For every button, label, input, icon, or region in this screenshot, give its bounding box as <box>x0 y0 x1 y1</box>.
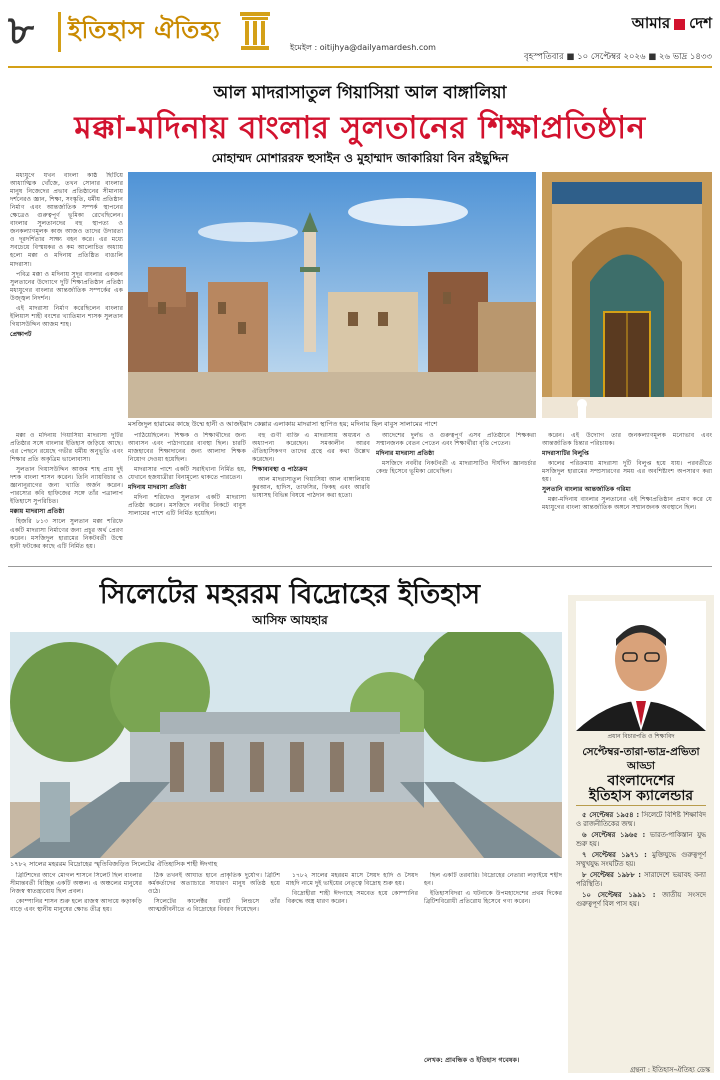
calendar-entry <box>576 831 706 849</box>
page-number: ৮ <box>8 7 34 54</box>
paragraph: আল মাদরাসাতুল গিয়াসিয়া আল বাঙ্গালিয়ায় কুরআন, হাদিস, তাফসির, ফিকহ এবং আরবি ভাষাসহ বিভিন্ন বিষয়ে পাঠদান করা হতো। <box>252 476 370 500</box>
paragraph: ছিল একটি তরবারি। বিদ্রোহের নেতারা লড়াইয়ে শহীদ হন। <box>424 872 562 888</box>
paragraph: বিদ্রোহীরা শাহী ঈদগাহে সমবেত হয়ে কোম্পানির বিরুদ্ধে অস্ত্র ধারণ করেন। <box>286 890 418 906</box>
paragraph: ব্রিটিশদের আগে মোগল শাসনে সিলেট ছিল বাংলার সীমান্তবর্তী বিচ্ছিন্ন একটি অঞ্চল। এ অঞ্চলের মানুষের নিজস্ব স্বাতন্ত্র্যবোধ ছিল প্রবল। <box>10 872 142 896</box>
article2-column-3 <box>286 872 418 1064</box>
calendar-entries <box>576 811 706 1061</box>
paragraph: কালের পরিক্রমায় মাদরাসা দুটি বিলুপ্ত হয়ে যায়। পরবর্তীতে মসজিদুল হারামের সম্প্রসারণের সময় এর অবশিষ্টাংশ অপসারণ করা হয়। <box>542 460 712 484</box>
calendar-entry <box>576 891 706 909</box>
calendar-rule <box>576 805 706 806</box>
portrait-illustration <box>576 601 706 731</box>
page-header <box>8 6 712 70</box>
calendar-title <box>568 745 714 803</box>
paragraph: সিলেটের কালেক্টর রবার্ট লিন্ডসে তাঁর আত্মজীবনীতে এ বিদ্রোহের বিবরণ দিয়েছেন। <box>148 898 280 914</box>
article1-column-1b <box>10 432 123 562</box>
subheading: প্রেক্ষাপট <box>10 330 32 338</box>
article2-headline: সিলেটের মহররম বিদ্রোহের ইতিহাস <box>99 579 481 610</box>
article1-kicker: আল মাদরাসাতুল গিয়াসিয়া আল বাঙ্গালিয়া <box>213 83 507 103</box>
article1-column-5 <box>542 432 712 562</box>
header-divider <box>58 12 61 52</box>
article2-footnote: লেখক: প্রাবন্ধিক ও ইতিহাস গবেষক। <box>424 1056 520 1064</box>
calendar-entry-date: ৬ সেপ্টেম্বর ১৯৬৫ : <box>582 831 646 839</box>
brand-left: আমার <box>631 14 671 32</box>
article1-column-4 <box>376 432 536 562</box>
paragraph: পবিত্র মক্কা ও মদিনায় সুদূর বাংলার একজন সুলতানের উদ্যোগে দুটি শিক্ষাপ্রতিষ্ঠান প্রতিষ্ঠা মধ্যযুগের বাংলার আন্তর্জাতিক সম্পর্কের এক উজ্জ্বল নিদর্শন। <box>10 270 123 302</box>
calendar-entry <box>576 851 706 869</box>
paragraph: কোম্পানির শাসন শুরু হলে রাজস্ব আদায়ে কড়াকড়ি বাড়ে এবং স্থানীয় মানুষের ক্ষোভ তীব্র হয়। <box>10 898 142 914</box>
paragraph: ঠিক তখনই আঘাত হানে প্রাকৃতিক দুর্যোগ। ব্রিটিশ কর্মকর্তাদের অত্যাচারে সাধারণ মানুষ অতিষ্ঠ হয়ে ওঠে। <box>148 872 280 896</box>
paragraph: মাদরাসার পাশে একটি সরাইখানা নির্মিত হয়, যেখানে হজযাত্রীরা বিনামূল্যে থাকতে পারতেন। <box>128 466 246 482</box>
subheading: মক্কায় মাদরাসা প্রতিষ্ঠা <box>10 508 65 516</box>
calendar-entry <box>576 871 706 889</box>
paragraph: এই মাদরাসা নির্মাণ করেছিলেন বাংলার ইলিয়াস শাহী বংশের খ্যাতিমান শাসক সুলতান গিয়াসউদ্দিন আজম শাহ। <box>10 304 123 328</box>
calendar-title-line3: ইতিহাস ক্যালেন্ডার <box>588 788 694 804</box>
mecca-photo <box>128 172 536 418</box>
paragraph: সুলতান গিয়াসউদ্দিন আজম শাহ প্রায় দুই দশক বাংলা শাসন করেন। তিনি ন্যায়বিচার ও জ্ঞানানুরাগের জন্য খ্যাতি অর্জন করেন। পারস্যের কবি হাফিজের সঙ্গে তাঁর পত্রালাপ ইতিহাসে সুপরিচিত। <box>10 466 123 506</box>
brand-right: দেশ <box>689 14 712 32</box>
calendar-entry-text: সারাদেশে ভয়াবহ বন্যা পরিস্থিতি। <box>576 871 706 888</box>
paragraph: ১৭৮২ সালের মহররম মাসে সৈয়দ হাদি ও সৈয়দ মাহদি নামে দুই ভাইয়ের নেতৃত্বে বিদ্রোহ শুরু হয়। <box>286 872 418 888</box>
paragraph: মসজিদে নববীর নিকটবর্তী এ মাদরাসাটিও দীর্ঘদিন জ্ঞানচর্চার কেন্দ্র হিসেবে ভূমিকা রেখেছিল। <box>376 460 536 476</box>
madina-gate-illustration <box>542 172 712 418</box>
paragraph: মক্কা ও মদিনায় গিয়াসিয়া মাদরাসা দুটির প্রতিষ্ঠার সঙ্গে বাংলার ইতিহাস জড়িয়ে আছে। এর পেছনে রয়েছে গভীর ধর্মীয় অনুভূতি এবং শিক্ষার প্রতি অকৃত্রিম ভালোবাসা। <box>10 432 123 464</box>
calendar-entry-text: মুক্তিযুদ্ধে গুরুত্বপূর্ণ সম্মুখযুদ্ধ সংঘটিত হয়। <box>576 851 706 868</box>
calendar-entry-date: ৫ সেপ্টেম্বর ১৯৫৪ : <box>582 811 640 819</box>
madina-gate-photo <box>542 172 712 418</box>
article2-column-4-text <box>424 872 562 1052</box>
article1-byline: মোহাম্মদ মোশাররফ হুসাইন ও মুহাম্মাদ জাকারিয়া বিন রইছুদ্দিন <box>211 151 509 165</box>
paragraph: ইতিহাসবিদরা এ ঘটনাকে উপমহাদেশের প্রথম দিকের ব্রিটিশবিরোধী প্রতিরোধ হিসেবে গণ্য করেন। <box>424 890 562 906</box>
paragraph: পাঠিয়েছিলেন। শিক্ষক ও শিক্ষার্থীদের জন্য আবাসন এবং পাঠাগারের ব্যবস্থা ছিল। চারটি মাজহাবের শিক্ষাদানের জন্য আলাদা শিক্ষক নিয়োগ দেওয়া হয়েছিল। <box>128 432 246 464</box>
section-divider <box>8 566 712 567</box>
subheading: সুলতানি বাংলার আন্তর্জাতিক গরিমা <box>542 486 631 494</box>
idgah-photo-right <box>424 632 562 858</box>
calendar-title-line1: সেপ্টেম্বর-তারা-ভাদ্র-প্রভিতা আড্ডা <box>582 746 700 772</box>
paragraph: করেন। এই উদ্যোগ তার জনকল্যাণমূলক মনোভাব এবং আন্তর্জাতিক চিন্তার পরিচায়ক। <box>542 432 712 448</box>
issue-date: বৃহস্পতিবার ■ ১০ সেপ্টেম্বর ২০২৬ ■ ২৬ ভাদ্র ১৪৩৩ <box>524 52 712 62</box>
paragraph: আদেশের দুর্লভ ও গুরুত্বপূর্ণ এসব প্রতিষ্ঠানে শিক্ষকরা সম্মানজনক বেতন পেতেন এবং শিক্ষার্থীরা বৃত্তি পেতেন। <box>376 432 536 448</box>
mecca-illustration <box>128 172 536 418</box>
idgah-photo-caption: ১৭৮২ সালের মহররম বিদ্রোহের স্মৃতিবিজড়িত সিলেটের ঐতিহাসিক শাহী ঈদগাহ <box>10 860 218 868</box>
brand-mark-icon <box>674 19 685 30</box>
article1-headline: মক্কা-মদিনায় বাংলার সুলতানের শিক্ষাপ্রতিষ্ঠান <box>74 110 646 146</box>
calendar-entry-text: ভারত-পাকিস্তান যুদ্ধ শুরু হয়। <box>576 831 706 848</box>
history-calendar-sidebar <box>568 595 714 1073</box>
paragraph: হিজরি ৮১৩ সালে সুলতান মক্কা শরিফে একটি মাদরাসা নির্মাণের জন্য প্রচুর অর্থ প্রেরণ করেন। মসজিদুল হারামের নিকটবর্তী উম্মে হানী ফটকের কাছে এটি নির্মিত হয়। <box>10 518 123 550</box>
article2-column-2 <box>148 872 280 1064</box>
subheading: মদিনার মাদরাসা প্রতিষ্ঠা <box>376 450 435 458</box>
portrait-photo <box>576 601 706 731</box>
portrait-caption: প্রধান বিচারপতি ও শিক্ষাবিদ <box>607 733 675 740</box>
pillar-icon <box>238 8 272 52</box>
paragraph: মধ্যযুগে যখন বাংলা কাষ্ঠ ছিটিয়ে আধ্যাত্মিক খোঁজে, তখন সোনার বাংলার মানুষ নিজেদের প্রভাব প্রতিষ্ঠানের সীমানায় দর্শনেরও জ্ঞান, শিক্ষা, সংস্কৃতি, ধর্মীয় প্রতিষ্ঠান নির্মাণ এবং আন্তর্জাতিক সম্পর্ক স্থাপনের ক্ষেত্রেও গুরুত্বপূর্ণ ভূমিকা রেখেছিলেন। বাংলার সুলতানদের বহু স্থাপত্য ও জনকল্যাণমূলক কাজ আজও তাদের উদারতা ও দূরদর্শিতার সাক্ষ্য বহন করে। এর মধ্যে সবচেয়ে বিস্ময়কর ও কম আলোচিত অধ্যায় হলো মক্কা ও মদিনায় প্রতিষ্ঠিত বাঙালি মাদরাসা। <box>10 172 123 268</box>
paragraph: মক্কা-মদিনায় বাংলার সুলতানের এই শিক্ষাপ্রতিষ্ঠান প্রমাণ করে যে মধ্যযুগের বাংলা আন্তর্জাতিক অঙ্গনে সম্মানজনক অবস্থানে ছিল। <box>542 496 712 512</box>
subheading: শিক্ষাব্যবস্থা ও পাঠ্যক্রম <box>252 466 308 474</box>
section-title: ইতিহাস ঐতিহ্য <box>68 16 221 44</box>
calendar-entry <box>576 811 706 829</box>
subheading: মদিনায় মাদরাসা প্রতিষ্ঠা <box>128 484 187 492</box>
article1-column-3 <box>252 432 370 562</box>
idgah-illustration-right <box>424 632 562 858</box>
article2-byline: আসিফ আযহার <box>252 613 328 627</box>
calendar-entry-text: জাতীয় সংসদে গুরুত্বপূর্ণ বিল পাস হয়। <box>576 891 706 908</box>
paragraph: বহু গুণী ব্যক্তি এ মাদরাসায় অধ্যয়ন ও অধ্যাপনা করেছেন। সমকালীন আরব ঐতিহাসিকগণ তাদের গ্রন্থে এর কথা উল্লেখ করেছেন। <box>252 432 370 464</box>
section-email: ইমেইল : oitijhya@dailyamardesh.com <box>290 43 436 52</box>
calendar-title-line2: বাংলাদেশের <box>607 773 675 789</box>
calendar-entry-date: ১০ সেপ্টেম্বর ১৯৯১ : <box>582 891 656 899</box>
subheading: মাদরাসাটির বিলুপ্তি <box>542 450 589 458</box>
header-rule <box>8 66 712 68</box>
article2-column-1 <box>10 872 142 1064</box>
calendar-entry-date: ৭ সেপ্টেম্বর ১৯৭১ : <box>582 851 647 859</box>
article1-column-2 <box>128 432 246 562</box>
newspaper-brand <box>632 12 712 37</box>
mecca-photo-caption: মসজিদুল হারামের কাছে উম্মে হানী ও আজইয়াদ কেল্লার এলাকায় মাদরাসা স্থাপিত হয়; মদিনায় ছিল বাবুস সালামের পাশে <box>128 420 438 428</box>
calendar-source: গ্রন্থনা : ইতিহাস-ঐতিহ্য ডেস্ক <box>630 1066 710 1074</box>
calendar-entry-text: সিলেটে বিশিষ্ট শিক্ষাবিদ ও রাজনীতিকের জন্ম। <box>576 811 706 828</box>
calendar-entry-date: ৮ সেপ্টেম্বর ১৯৮৮ : <box>582 871 641 879</box>
paragraph: মদিনা শরিফেও সুলতান একটি মাদরাসা প্রতিষ্ঠা করেন। মসজিদে নববীর নিকটে বাবুস সালামের পাশে এটি নির্মিত হয়েছিল। <box>128 494 246 518</box>
